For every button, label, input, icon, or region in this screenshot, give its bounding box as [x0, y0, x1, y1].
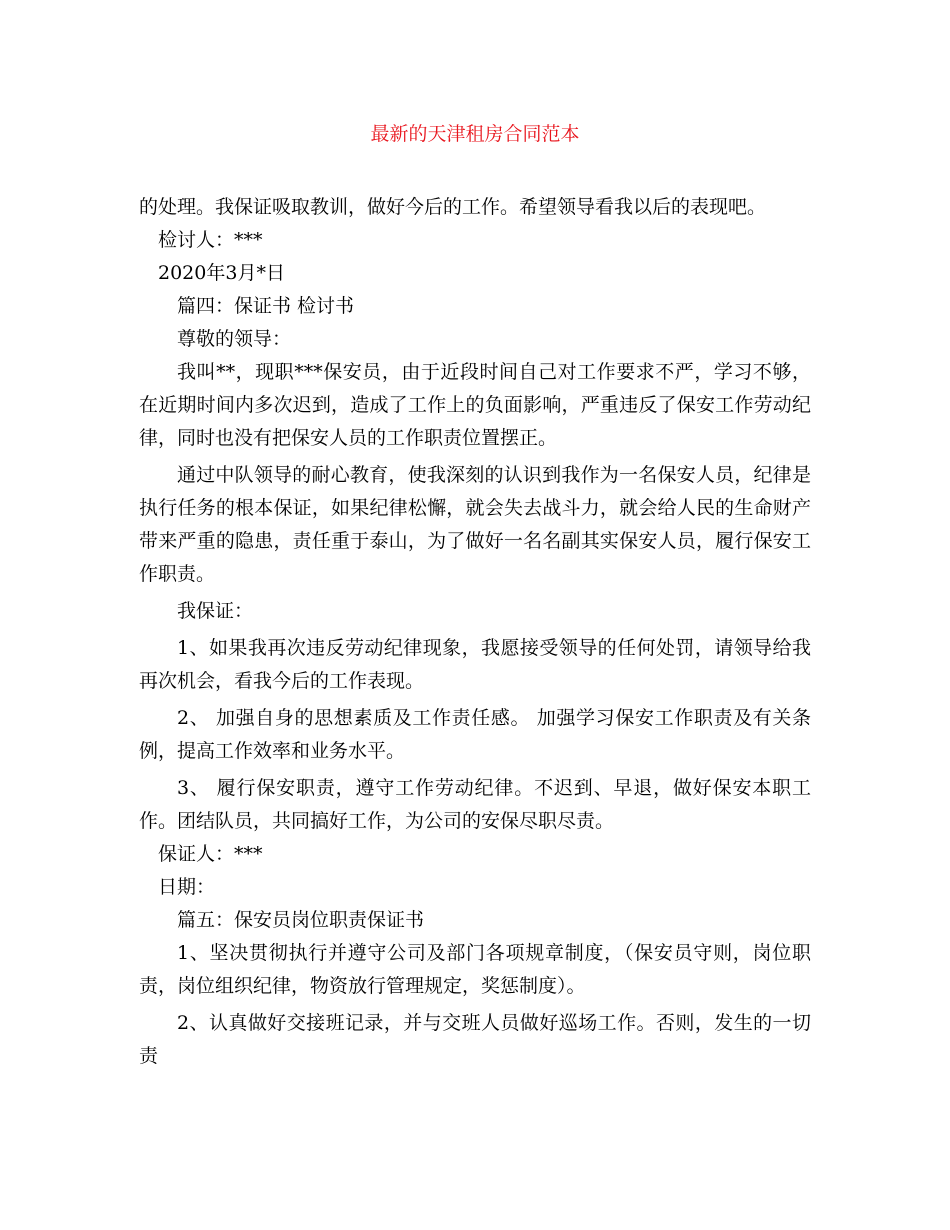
paragraph: 检讨人：*** — [158, 229, 263, 251]
list-item: 3、 履行保安职责，遵守工作劳动纪律。不迟到、早退，做好保安本职工作。团结队员，共同搞好工作，为公司的安保尽职尽责。 — [139, 777, 811, 832]
section-heading: 篇五：保安员岗位职责保证书 — [177, 909, 425, 931]
list-item: 2、 加强自身的思想素质及工作责任感。 加强学习保安工作职责及有关条例，提高工作效率和业务水平。 — [139, 707, 811, 762]
list-item: 1、坚决贯彻执行并遵守公司及部门各项规章制度，（保安员守则，岗位职责，岗位组织纪律，物资放行管理规定，奖惩制度）。 — [139, 942, 811, 997]
paragraph: 通过中队领导的耐心教育，使我深刻的认识到我作为一名保安人员，纪律是执行任务的根本保证，如果纪律松懈，就会失去战斗力，就会给人民的生命财产带来严重的隐患，责任重于泰山，为了做好一名名副其实保安人员，履行保安工作职责。 — [139, 464, 811, 585]
paragraph: 日期： — [158, 876, 216, 898]
paragraph: 的处理。我保证吸取教训，做好今后的工作。希望领导看我以后的表现吧。 — [139, 196, 767, 218]
paragraph: 尊敬的领导： — [177, 328, 292, 350]
paragraph: 2020年3月*日 — [158, 262, 285, 284]
list-item: 2、认真做好交接班记录，并与交班人员做好巡场工作。否则，发生的一切责 — [139, 1012, 811, 1067]
page-title: 最新的天津租房合同范本 — [370, 123, 580, 145]
paragraph: 保证人：*** — [158, 843, 263, 865]
document-body — [139, 191, 811, 1073]
list-item: 1、如果我再次违反劳动纪律现象，我愿接受领导的任何处罚，请领导给我再次机会，看我今后的工作表现。 — [139, 637, 811, 692]
section-heading: 篇四：保证书 检讨书 — [177, 295, 355, 317]
paragraph: 我保证： — [177, 600, 254, 622]
paragraph: 我叫**，现职***保安员，由于近段时间自己对工作要求不严，学习不够，在近期时间内多次迟到，造成了工作上的负面影响，严重违反了保安工作劳动纪律，同时也没有把保安人员的工作职责位置摆正。 — [139, 361, 811, 449]
